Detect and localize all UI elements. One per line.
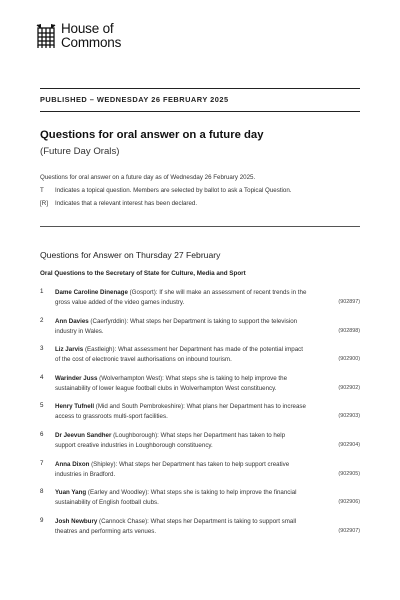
legend-interest [40,200,197,207]
question-number: 8 [40,488,44,496]
question-line-2: industries in Bradford. [55,470,116,478]
intro-text: Questions for oral answer on a future day as of Wednesday 26 February 2025. [40,174,256,181]
question-item [40,288,360,317]
question-line-2: of the cost of electronic travel authorisations on inbound tourism. [55,356,232,364]
member-name: Henry Tufnell [55,403,95,411]
question-line-1: (Mid and South Pembrokeshire): What plans her Department has to increase [94,403,306,411]
question-line-2: theatres and performing arts venues. [55,527,157,535]
question-reference: (902905) [338,470,360,477]
portcullis-icon [36,23,56,49]
question-line-1: (Gosport): If she will make an assessment of recent trends in the [127,289,307,296]
question-line-1: (Caerfyrddin): What steps her Department is taking to support the television [88,317,298,325]
member-name: Anna Dixon [55,460,90,468]
question-line-2: industry in Wales. [55,327,104,335]
question-line-2: sustainability of lower league football clubs in Wolverhampton West constituency. [55,384,277,392]
question-text [55,288,335,308]
legend-code: T [40,187,44,194]
question-text [55,345,335,365]
question-number: 3 [40,345,44,353]
question-line-2: support creative industries in Loughborough constituency. [55,441,213,449]
question-reference: (902904) [338,441,360,448]
question-item [40,517,360,546]
department-heading: Oral Questions to the Secretary of State for Culture, Media and Sport [40,270,246,277]
question-reference: (902898) [338,327,360,334]
question-text [55,517,335,537]
question-text [55,402,335,422]
page-title: Questions for oral answer on a future day [40,129,264,141]
question-line-1: (Shipley): What steps her Department has taken to help support creative [89,460,290,468]
question-item [40,460,360,489]
question-number: 2 [40,316,44,324]
question-line-1: (Cannock Chase): What steps her Department is taking to support small [97,517,297,525]
published-date: PUBLISHED – WEDNESDAY 26 FEBRUARY 2025 [40,95,229,104]
member-name: Yuan Yang [55,489,87,497]
house-of-commons-logo [36,22,121,49]
member-name: Dame Caroline Dinenage [55,289,128,296]
legend-text: Indicates a topical question. Members are selected by ballot to ask a Topical Question. [55,187,292,194]
question-item [40,374,360,403]
question-text [55,374,335,394]
logo-text [61,22,121,49]
question-line-1: (Earley and Woodley): What steps she is taking to help improve the financial [86,489,297,497]
logo-line-1: House of [61,21,114,36]
question-text [55,317,335,337]
question-text [55,488,335,508]
question-text [55,431,335,451]
question-number: 1 [40,288,44,295]
logo-line-2: Commons [61,34,122,50]
member-name: Josh Newbury [55,517,98,525]
section-divider [40,226,360,227]
question-line-1: (Wolverhampton West): What steps she is taking to help improve the [97,374,288,382]
question-number: 5 [40,402,44,410]
question-item [40,317,360,346]
question-line-1: (Loughborough): What steps her Department has taken to help [111,431,286,439]
question-text [55,460,335,480]
question-line-2: access to grassroots multi-sport facilities. [55,413,168,421]
member-name: Ann Davies [55,317,89,325]
question-reference: (902903) [338,413,360,420]
header-bottom-rule [40,111,360,112]
question-line-2: sustainability of English football clubs. [55,499,159,507]
question-number: 6 [40,430,44,438]
member-name: Dr Jeevun Sandher [55,431,112,439]
member-name: Warinder Juss [55,374,98,382]
question-item [40,402,360,431]
question-number: 4 [40,373,44,381]
question-item [40,488,360,517]
question-reference: (902900) [338,356,360,363]
page-subtitle: (Future Day Orals) [40,146,120,157]
question-item [40,345,360,374]
question-number: 7 [40,459,44,467]
header-top-rule [40,88,360,89]
section-heading: Questions for Answer on Thursday 27 February [40,250,221,260]
question-reference: (902902) [338,384,360,391]
questions-list [40,288,360,545]
legend-text: Indicates that a relevant interest has been declared. [55,200,198,207]
question-line-1: (Eastleigh): What assessment her Department has made of the potential impact [83,346,303,354]
question-number: 9 [40,516,44,524]
question-reference: (902906) [338,499,360,506]
question-reference: (902907) [338,527,360,534]
question-reference: (902897) [338,299,360,305]
legend-topical [40,187,292,194]
member-name: Liz Jarvis [55,346,84,354]
question-line-2: gross value added of the video games industry. [55,299,185,306]
question-item [40,431,360,460]
legend-code: [R] [40,200,48,207]
